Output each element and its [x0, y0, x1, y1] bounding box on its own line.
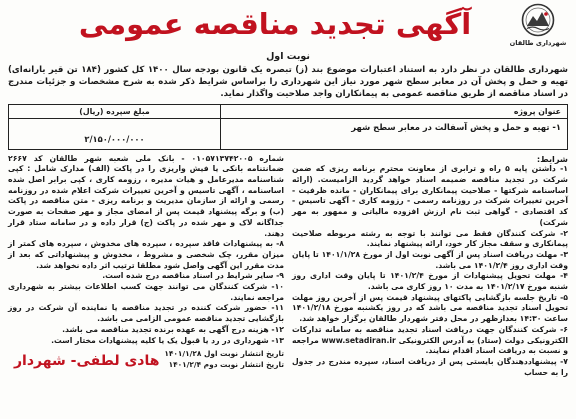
condition-item: ۶- شرکت کنندگان جهت دریافت اسناد تجدید مناقصه به سامانه تدارکات الکترونیکی دولت (ستاد) به آدرس الکترونیکی www.setadiran.ir مراجعه و نسبت به دریافت اسناد اقدام نمایند. [292, 324, 568, 356]
conditions-right-column [292, 154, 568, 379]
deposit-amount: ۲/۱۵۰/۰۰۰/۰۰۰ [84, 133, 145, 144]
condition-item: ۱۳- شهرداری در رد یا قبول یک یا کلیه پیشنهادات مختار است. [51, 335, 284, 345]
deposit-cell [9, 119, 220, 149]
project-header: عنوان پروژه [221, 105, 567, 119]
notice-footer [8, 349, 284, 370]
intro-paragraph: شهرداری طالقان در نظر دارد به استناد اعتبارات موضوع بند (ز) تبصره یک قانون بودجه سال ۱۴۰۰ کل کشور (۱۸۴ تن قیر یارانه‌ای) تهیه و حمل و پخش آن در معابر سطح شهر مورد نیاز این شهرداری را براساس شرایط ذکر شده به شرح مشخصات و جزئیات مندرج در اسناد مناقصه از طریق مناقصه عمومی به پیمانکاران واجد صلاحیت واگذار نماید. [8, 65, 569, 100]
project-cell: ۱- تهیه و حمل و پخش آسفالت در معابر سطح شهر [351, 121, 561, 132]
condition-item: ۲- شرکت کنندگان فقط می توانند با توجه به رشته مربوطه صلاحیت پیمانکاری و سقف مجاز کار خود، ارائه پیشنهاد نمایند. [292, 228, 568, 249]
municipality-logo [506, 3, 570, 51]
condition-item: ۹- سایر شرایط در اسناد مناقصه درج شده است. [102, 271, 284, 281]
conditions-heading: شرایط: [536, 153, 568, 164]
condition-item: ۱۱- حضور شرکت کننده در تجدید مناقصه یا نماینده آن شرکت در روز بازگشایی تجدید مناقصه عمومی الزامی می باشد. [8, 303, 284, 324]
condition-item: ۳- مهلت دریافت اسناد پس از آگهی نوبت اول از مورخ ۱۴۰۱/۱/۲۸ تا پایان وقت اداری روز ۱۴۰۱/۲/۴ می باشد. [292, 249, 569, 270]
condition-item: ۱۰- شرکت کنندگان می توانند جهت کسب اطلاعات بیشتر به شهرداری مراجعه نمایند. [8, 282, 284, 302]
round-label: نوبت اول [266, 51, 310, 62]
condition-item: ۸- به پیشنهادات فاقد سپرده ، سپرده های مخدوش ، سپرده های کمتر از میزان مقرر، چک شخصی و مشروط ، مخدوش و پیشنهاداتی که بعد از مدت مقرر این آگهی واصل شود مطلقا ترتیب اثر داده نخواهد شد. [8, 239, 284, 270]
conditions [8, 154, 568, 379]
deposit-column [9, 105, 220, 149]
deposit-header: مبلغ سپرده (ریال) [9, 105, 220, 119]
mayor-signature: هادی لطفی- شهردار [14, 353, 160, 370]
condition-item: ۱۲- هزینه درج آگهی به عهده برنده تجدید مناقصه می باشد. [62, 324, 284, 334]
condition-item: شماره ۰۱۰۵۷۱۳۷۴۲۰۰۵ - بانک ملی شعبه شهر طالقان کد ۲۶۶۷ ضمانتنامه بانکی یا فیش واریزی را در پاکت (الف) مدارک شامل : کپی شناسنامه مدیرعامل و هیات مدیره ، رزومه کاری ، کپی برابر اصل شده اساسنامه ، آگهی تاسیس و آخرین تغییرات شرکت اعلام شده در روزنامه رسمی و ارائه از سازمان مدیریت و برنامه ریزی - متن مناقصه در پاکت (ب) و برگه پیشنهاد قیمت پس از امضای مجاز و مهر صفحات به صورت جداگانه لاک و مهر شده در پاکت (ج) قرار داده و در سامانه ستاد قرار دهند. [8, 153, 284, 238]
logo-text: شهرداری طالقان [509, 39, 567, 47]
publication-dates [164, 349, 284, 370]
publication-date-second: تاریخ انتشار نوبت دوم ۱۴۰۱/۲/۴ [168, 359, 284, 369]
condition-item: ۴- مهلت تحویل پیشنهادات از مورخ ۱۴۰۱/۲/۴ تا پایان وقت اداری روز شنبه مورخ ۱۴۰۱/۲/۱۷ به مدت ۱۰ روز کاری می باشد. [292, 271, 568, 292]
condition-item: ۷- پیشنهاددهندگان بایستی پس از دریافت اسناد، سپرده مندرج در جدول را به حساب [292, 356, 568, 377]
project-column [220, 105, 567, 149]
tender-table [8, 104, 568, 150]
municipality-emblem-icon [518, 3, 558, 39]
publication-date-first: تاریخ انتشار نوبت اول ۱۴۰۱/۱/۲۸ [164, 349, 284, 359]
conditions-left-column [8, 154, 284, 379]
notice-title: آگهی تجدید مناقصه عمومی [78, 7, 472, 41]
notice-header [8, 0, 568, 50]
condition-item: ۵- تاریخ جلسه بازگشایی پاکتهای پیشنهاد قیمت پس از آخرین روز مهلت تحویل اسناد تجدید مناقصه می باشد که در روز یکشنبه مورخ ۱۴۰۱/۲/۱۸ ساعت ۱۴:۳۰ بعدازظهر در محل دفتر شهردار طالقان برگزار خواهد شد. [292, 292, 568, 324]
condition-item: ۱- داشتن پایه ۵ راه و ترابری از معاونت محترم برنامه ریزی که ضمن شرکت در تجدید مناقصه ضمیمه اسناد خواهد گردید الزامیست. (ارائه اساسنامه شرکتها - صلاحیت پیمانکاری برای پیمانکاران - مانده ظرفیت - آخرین تغییرات شرکت در روزنامه رسمی - رزومه کاری - آگهی تاسیس - کد اقتصادی - گواهی ثبت نام ارزش افزوده مالیاتی و ممهور به مهر شرکت) [292, 164, 568, 227]
